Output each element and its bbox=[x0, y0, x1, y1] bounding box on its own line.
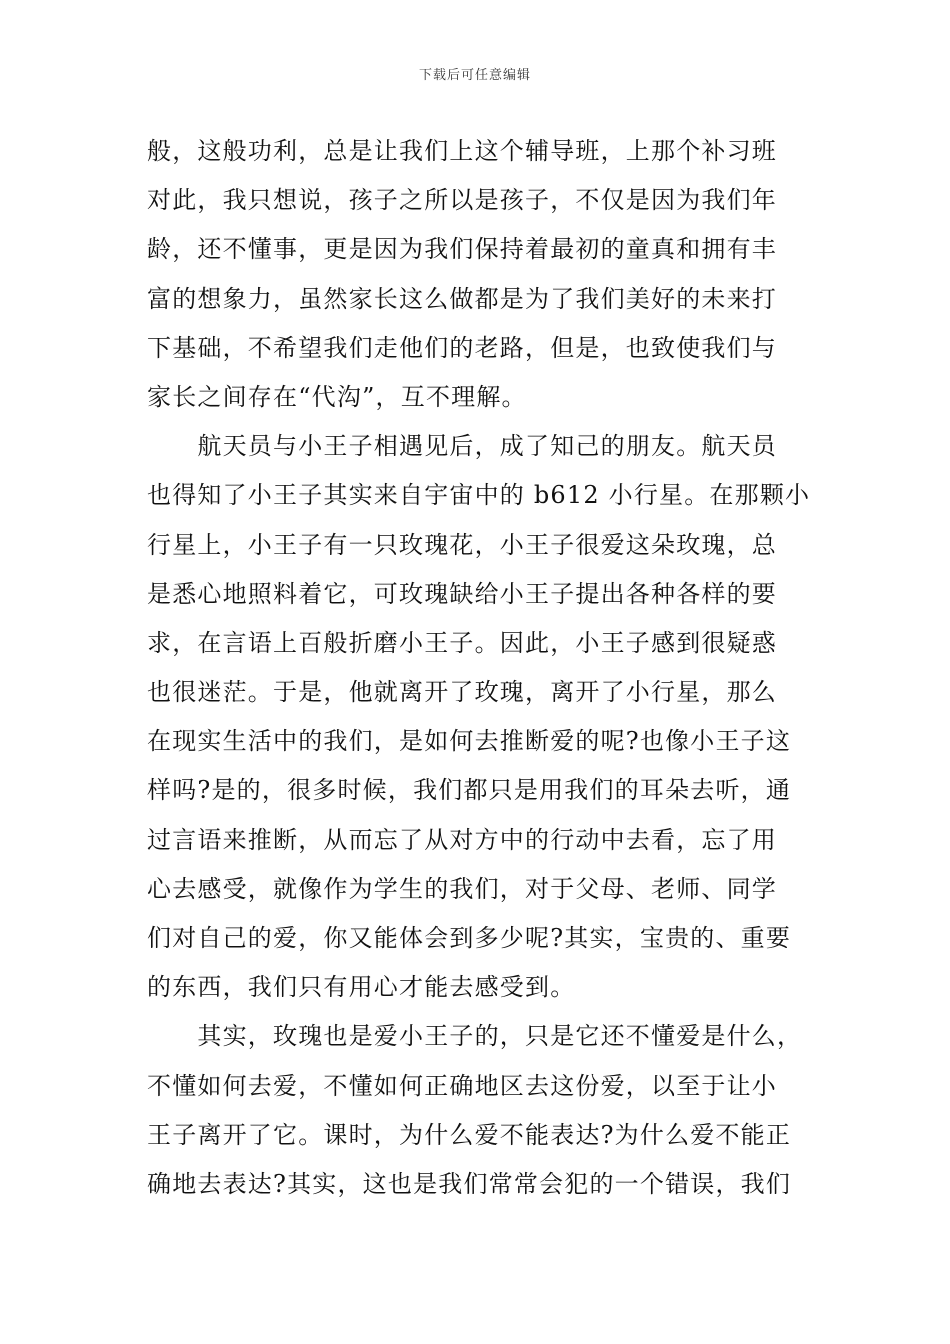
text-line: 其实，玫瑰也是爱小王子的，只是它还不懂爱是什么， bbox=[147, 1022, 803, 1051]
text-line: 也很迷茫。于是，他就离开了玫瑰，离开了小行星，那么 bbox=[147, 678, 777, 707]
text-line: 下基础，不希望我们走他们的老路，但是，也致使我们与 bbox=[147, 333, 777, 362]
document-body bbox=[147, 127, 817, 1209]
text-line: 对此，我只想说，孩子之所以是孩子，不仅是因为我们年 bbox=[147, 186, 777, 215]
text-line: 王子离开了它。课时，为什么爱不能表达?为什么爱不能正 bbox=[147, 1120, 792, 1149]
text-line: 般，这般功利，总是让我们上这个辅导班，上那个补习班 bbox=[147, 137, 777, 165]
text-line: 心去感受，就像作为学生的我们，对于父母、老师、同学 bbox=[147, 874, 777, 903]
text-line: 行星上，小王子有一只玫瑰花，小王子很爱这朵玫瑰，总 bbox=[147, 530, 777, 559]
text-line: 也得知了小王子其实来自宇宙中的 b612 小行星。在那颗小 bbox=[147, 481, 811, 510]
text-line: 不懂如何去爱，不懂如何正确地区去这份爱，以至于让小 bbox=[147, 1071, 777, 1100]
text-line: 们对自己的爱，你又能体会到多少呢?其实，宝贵的、重要 bbox=[147, 924, 792, 952]
text-line: 龄，还不懂事，更是因为我们保持着最初的童真和拥有丰 bbox=[147, 235, 777, 264]
text-line: 求，在言语上百般折磨小王子。因此，小王子感到很疑惑 bbox=[147, 628, 777, 657]
text-line: 航天员与小王子相遇见后，成了知己的朋友。航天员 bbox=[147, 432, 777, 461]
text-line: 确地去表达?其实，这也是我们常常会犯的一个错误，我们 bbox=[147, 1169, 792, 1198]
text-line: 的东西，我们只有用心才能去感受到。 bbox=[147, 973, 576, 1002]
text-line: 家长之间存在“代沟”，互不理解。 bbox=[147, 382, 527, 411]
page-header: 下载后可任意编辑 bbox=[418, 68, 531, 83]
text-line: 样吗?是的，很多时候，我们都只是用我们的耳朵去听，通 bbox=[147, 776, 792, 805]
text-line: 是悉心地照料着它，可玫瑰缺给小王子提出各种各样的要 bbox=[147, 579, 777, 608]
text-line: 在现实生活中的我们，是如何去推断爱的呢?也像小王子这 bbox=[147, 727, 792, 756]
text-line: 富的想象力，虽然家长这么做都是为了我们美好的未来打 bbox=[147, 284, 777, 313]
text-line: 过言语来推断，从而忘了从对方中的行动中去看，忘了用 bbox=[147, 825, 777, 854]
